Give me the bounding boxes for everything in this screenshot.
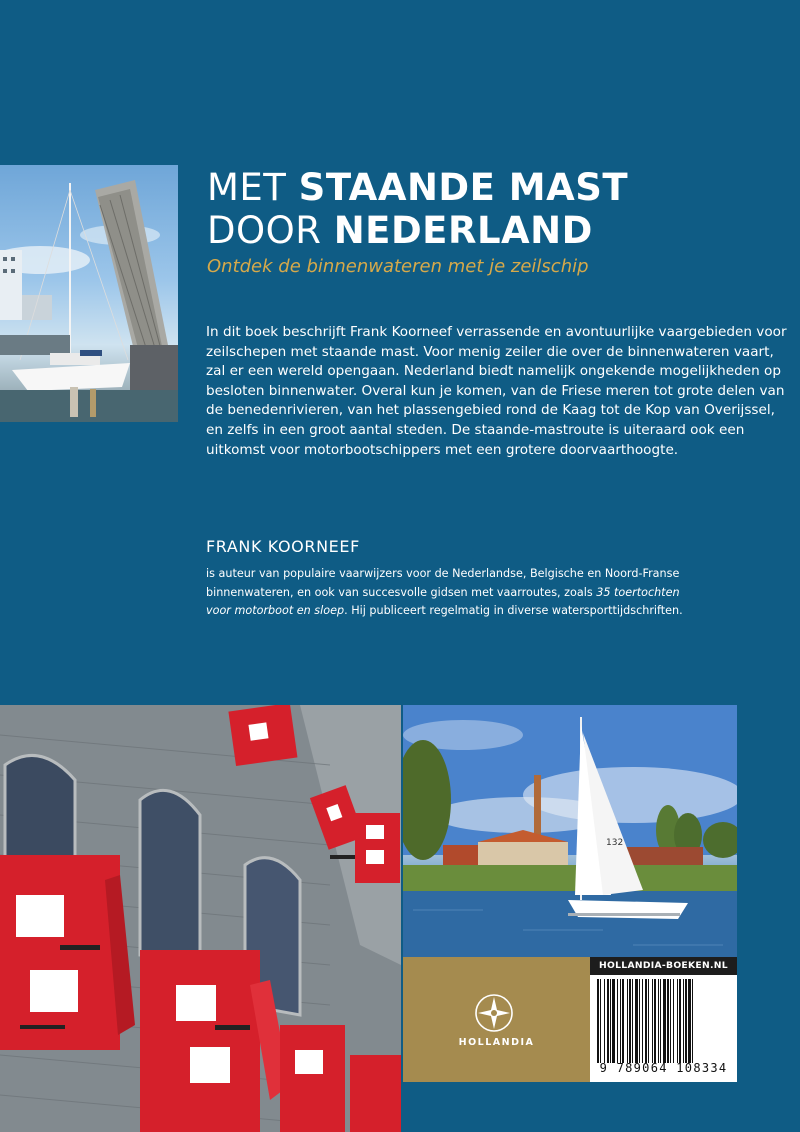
barcode-bar — [632, 979, 633, 1063]
author-bio-part2: . Hij publiceert regelmatig in diverse watersporttijdschriften. — [344, 604, 683, 617]
title-light-2: DOOR — [207, 209, 334, 252]
barcode-bar — [654, 979, 656, 1063]
title-line-2 — [207, 209, 593, 252]
barcode-bar — [617, 979, 618, 1063]
intro-paragraph: In dit boek beschrijft Frank Koorneef verrassende en avontuurlijke vaargebieden voor zeilschepen met staande mast. Voor menig zeiler die over de binnenwateren vaart, zal er een wereld opengaan. Nederland biedt namelijk ongekende mogelijkheden op besloten binnenwater. Overal kun je komen, van de Friese meren tot grote delen van de benedenrivieren, van het plassengebied rond de Kaag tot de Kop van Overijssel, en zelfs in een groot aantal steden. De staande-mastroute is uiteraard ook een uitkomst voor motorbootschippers met een grotere doorvaarthoogte. — [206, 324, 787, 458]
barcode-bar — [620, 979, 621, 1063]
barcode-bar — [688, 979, 691, 1063]
barcode-bar — [667, 979, 669, 1063]
title-bold-2: NEDERLAND — [333, 209, 593, 252]
publisher-name: HOLLANDIA — [458, 1037, 535, 1048]
author-bio — [206, 565, 686, 621]
author-bio-italic-title: 35 toertochten voor motorboot en sloep — [206, 585, 680, 617]
photo-sailboat-lake — [403, 705, 737, 957]
barcode-bar — [604, 979, 605, 1063]
barcode-bar — [685, 979, 687, 1063]
photo-red-shutters — [0, 705, 401, 1132]
barcode-bar — [648, 979, 649, 1063]
barcode-bar — [658, 979, 659, 1063]
red-shutters-illustration — [0, 705, 401, 1132]
author-name: FRANK KOORNEEF — [206, 537, 360, 556]
title-line-1 — [207, 166, 628, 209]
barcode-bar — [660, 979, 661, 1063]
author-bio-part1: is auteur van populaire vaarwijzers voor de Nederlandse, Belgische en Noord-Franse binnenwateren, en ook van succesvolle gidsen met vaarroutes, zoals — [206, 567, 680, 599]
barcode-bar — [610, 979, 611, 1063]
barcode-bar — [645, 979, 647, 1063]
barcode-bars — [593, 979, 734, 1063]
barcode-bar — [652, 979, 653, 1063]
barcode-bar — [677, 979, 678, 1063]
barcode-bar — [639, 979, 640, 1063]
barcode-bar — [663, 979, 666, 1063]
svg-text:132: 132 — [606, 838, 624, 848]
barcode-bar — [635, 979, 638, 1063]
barcode-bar — [600, 979, 601, 1063]
barcode-bar — [607, 979, 609, 1063]
barcode-bar — [679, 979, 681, 1063]
book-subtitle: Ontdek de binnenwateren met je zeilschip — [207, 256, 589, 277]
publisher-website: HOLLANDIA-BOEKEN.NL — [590, 957, 737, 975]
compass-rose-icon — [474, 993, 514, 1033]
barcode-bar — [612, 979, 615, 1063]
isbn-number: 9 789064 108334 — [599, 1061, 728, 1075]
barcode-bar — [627, 979, 628, 1063]
book-title — [207, 166, 777, 252]
barcode — [590, 975, 737, 1082]
photo-sailboat-bridge — [0, 165, 178, 422]
barcode-bar — [597, 979, 599, 1063]
publisher-block — [403, 957, 590, 1082]
barcode-bar — [683, 979, 684, 1063]
title-light-1: MET — [207, 166, 299, 209]
sailboat-bridge-illustration — [0, 165, 178, 422]
barcode-bar — [692, 979, 693, 1063]
barcode-bar — [642, 979, 643, 1063]
barcode-bar — [670, 979, 671, 1063]
barcode-bar — [673, 979, 674, 1063]
barcode-bar — [622, 979, 624, 1063]
barcode-bar — [629, 979, 631, 1063]
title-bold-1: STAANDE MAST — [298, 166, 629, 209]
sailboat-lake-illustration — [403, 705, 737, 957]
